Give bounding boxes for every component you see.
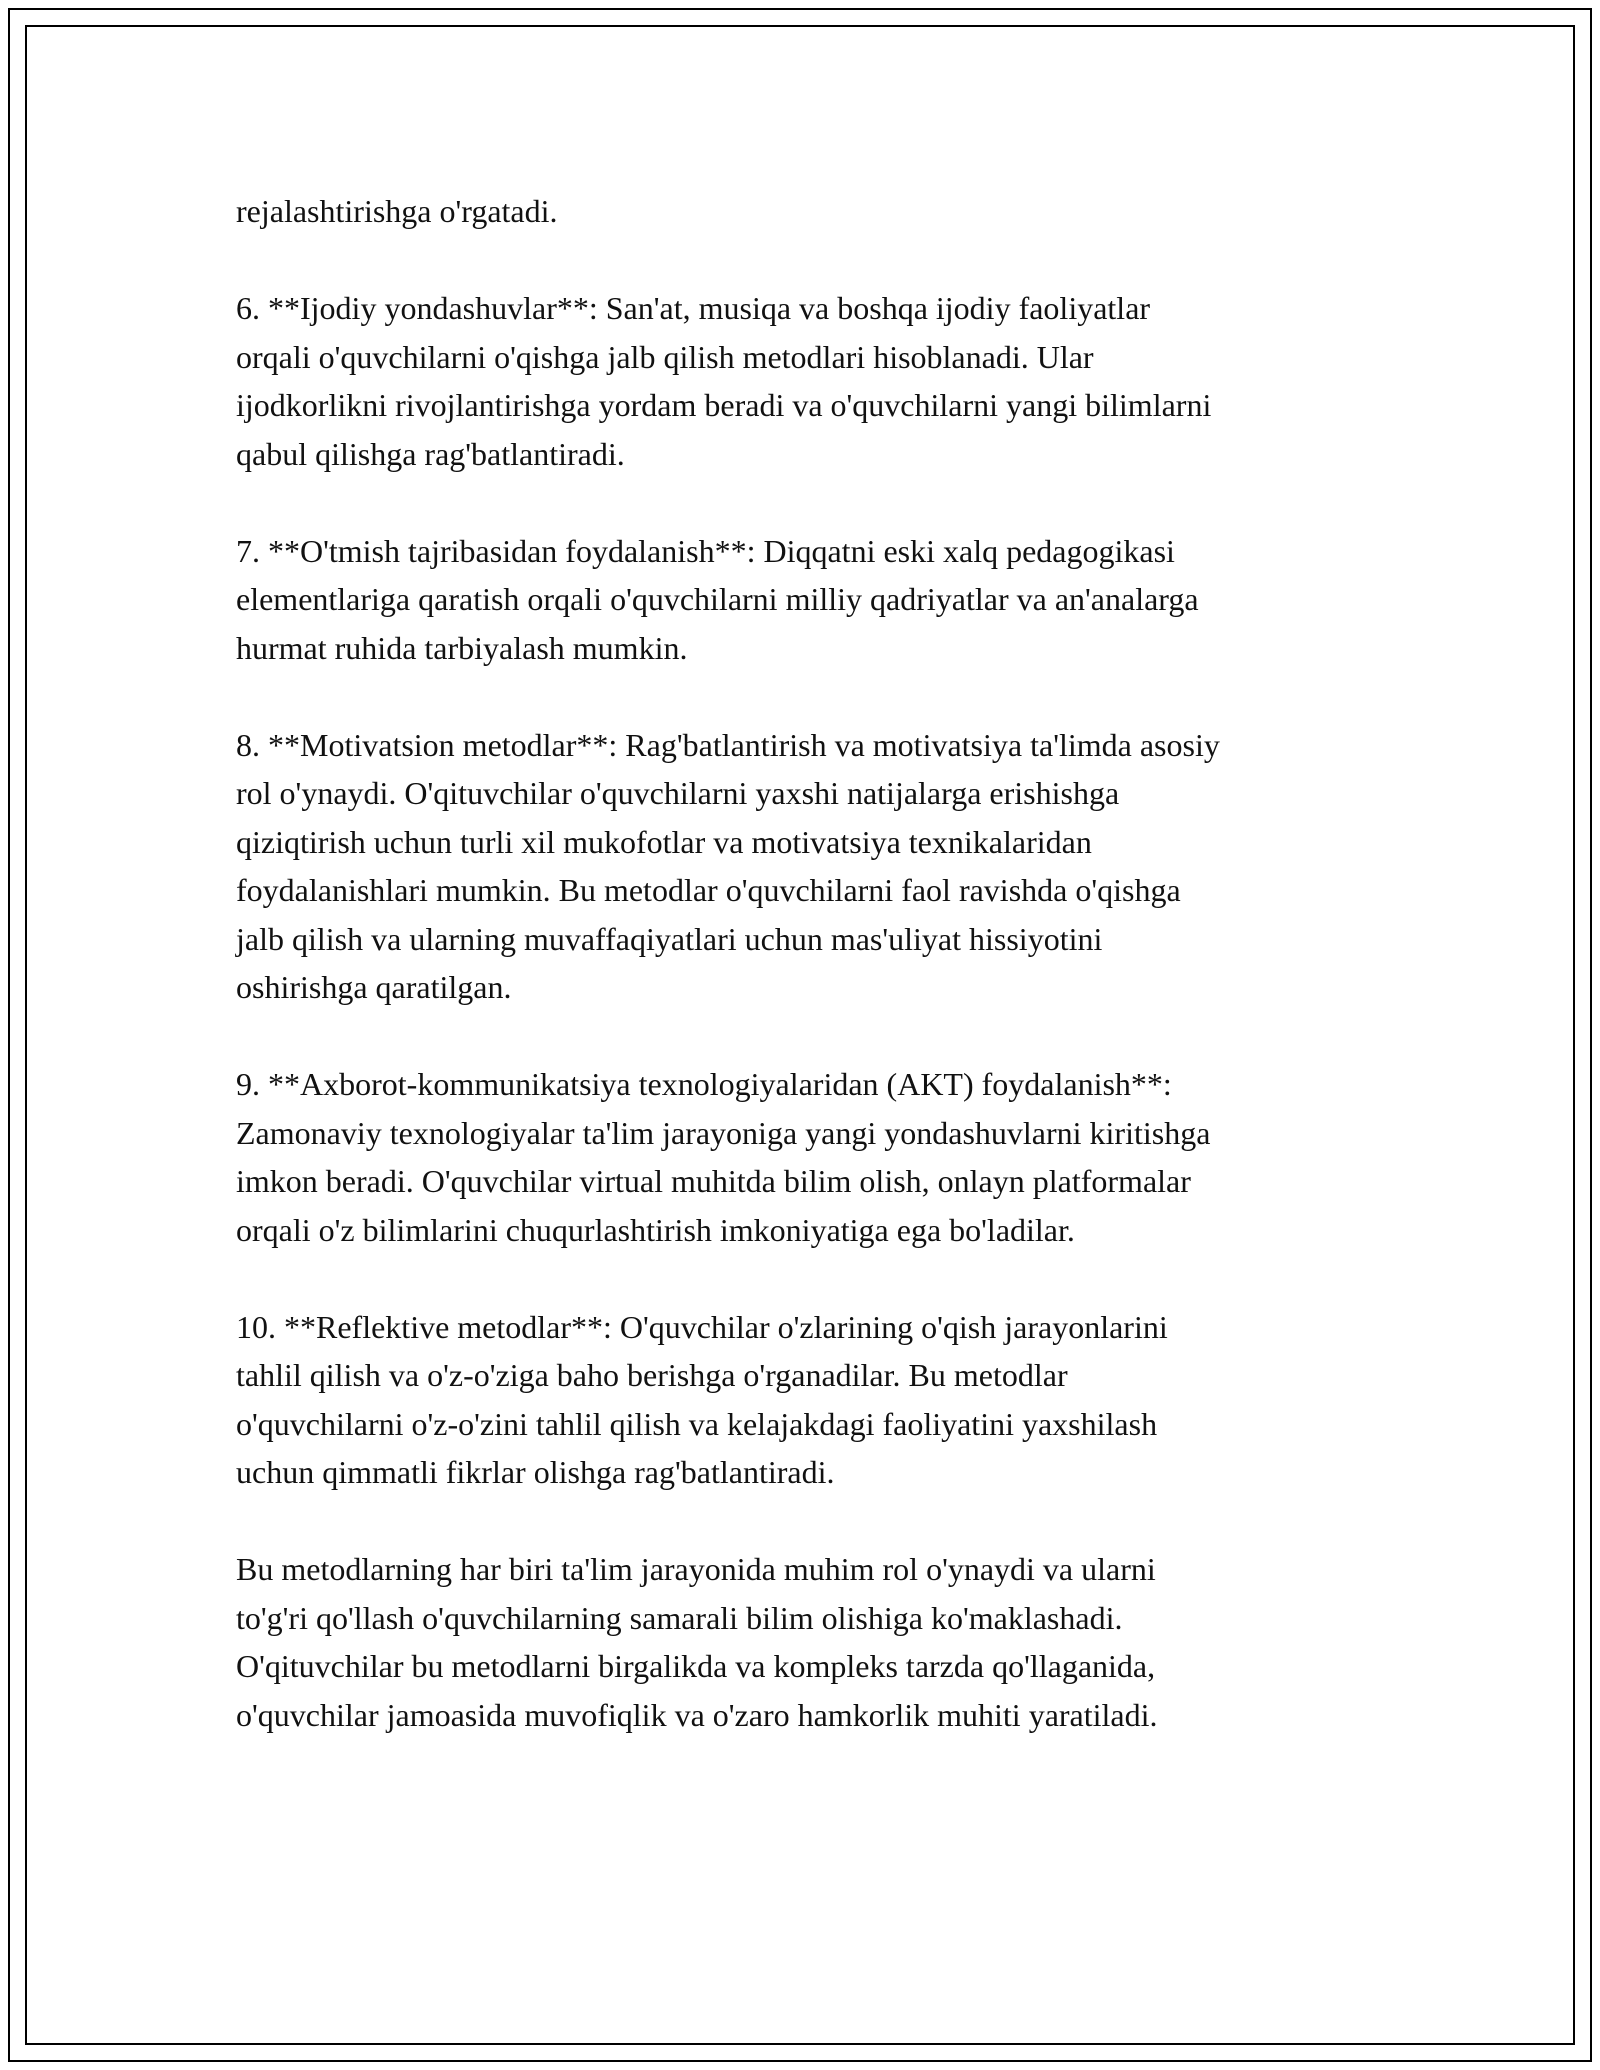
paragraph-item-9: 9. **Axborot-kommunikatsiya texnologiyalaridan (AKT) foydalanish**: Zamonaviy texnologiyalar ta'lim jarayoniga yangi yondashuvlarni kiritishga imkon beradi. O'quvchilar virtual muhitda bilim olish, onlayn platformalar orqali o'z bilimlarini chuqurlashtirish imkoniyatiga ega bo'ladilar. [236, 1066, 1211, 1248]
paragraph-item-10: 10. **Reflektive metodlar**: O'quvchilar o'zlarining o'qish jarayonlarini tahlil qilish va o'z-o'ziga baho berishga o'rganadilar. Bu metodlar o'quvchilarni o'z-o'zini tahlil qilish va kelajakdagi faoliyatini yaxshilash uchun qimmatli fikrlar olishga rag'batlantiradi. [236, 1308, 1168, 1490]
paragraph-item-6: 6. **Ijodiy yondashuvlar**: San'at, musiqa va boshqa ijodiy faoliyatlar orqali o'quvchilarni o'qishga jalb qilish metodlari hisoblanadi. Ular ijodkorlikni rivojlantirishga yordam beradi va o'quvchilarni yangi bilimlarni qabul qilishga rag'batlantiradi. [236, 290, 1212, 472]
paragraph-item-8: 8. **Motivatsion metodlar**: Rag'batlantirish va motivatsiya ta'limda asosiy rol o'ynaydi. O'qituvchilar o'quvchilarni yaxshi natijalarga erishishga qiziqtirish uchun turli xil mukofotlar va motivatsiya texnikalaridan foydalanishlari mumkin. Bu metodlar o'quvchilarni faol ravishda o'qishga jalb qilish va ularning muvaffaqiyatlari uchun mas'uliyat hissiyotini oshirishga qaratilgan. [236, 726, 1220, 1005]
paragraph-continuation: rejalashtirishga o'rgatadi. [236, 193, 558, 229]
paragraph-item-7: 7. **O'tmish tajribasidan foydalanish**: Diqqatni eski xalq pedagogikasi elementlariga qaratish orqali o'quvchilarni milliy qadriyatlar va an'analarga hurmat ruhida tarbiyalash mumkin. [236, 532, 1199, 666]
document-body [236, 187, 1396, 1788]
paragraph-conclusion: Bu metodlarning har biri ta'lim jarayonida muhim rol o'ynaydi va ularni to'g'ri qo'llash o'quvchilarning samarali bilim olishiga ko'maklashadi. O'qituvchilar bu metodlarni birgalikda va kompleks tarzda qo'llaganida, o'quvchilar jamoasida muvofiqlik va o'zaro hamkorlik muhiti yaratiladi. [236, 1551, 1158, 1733]
